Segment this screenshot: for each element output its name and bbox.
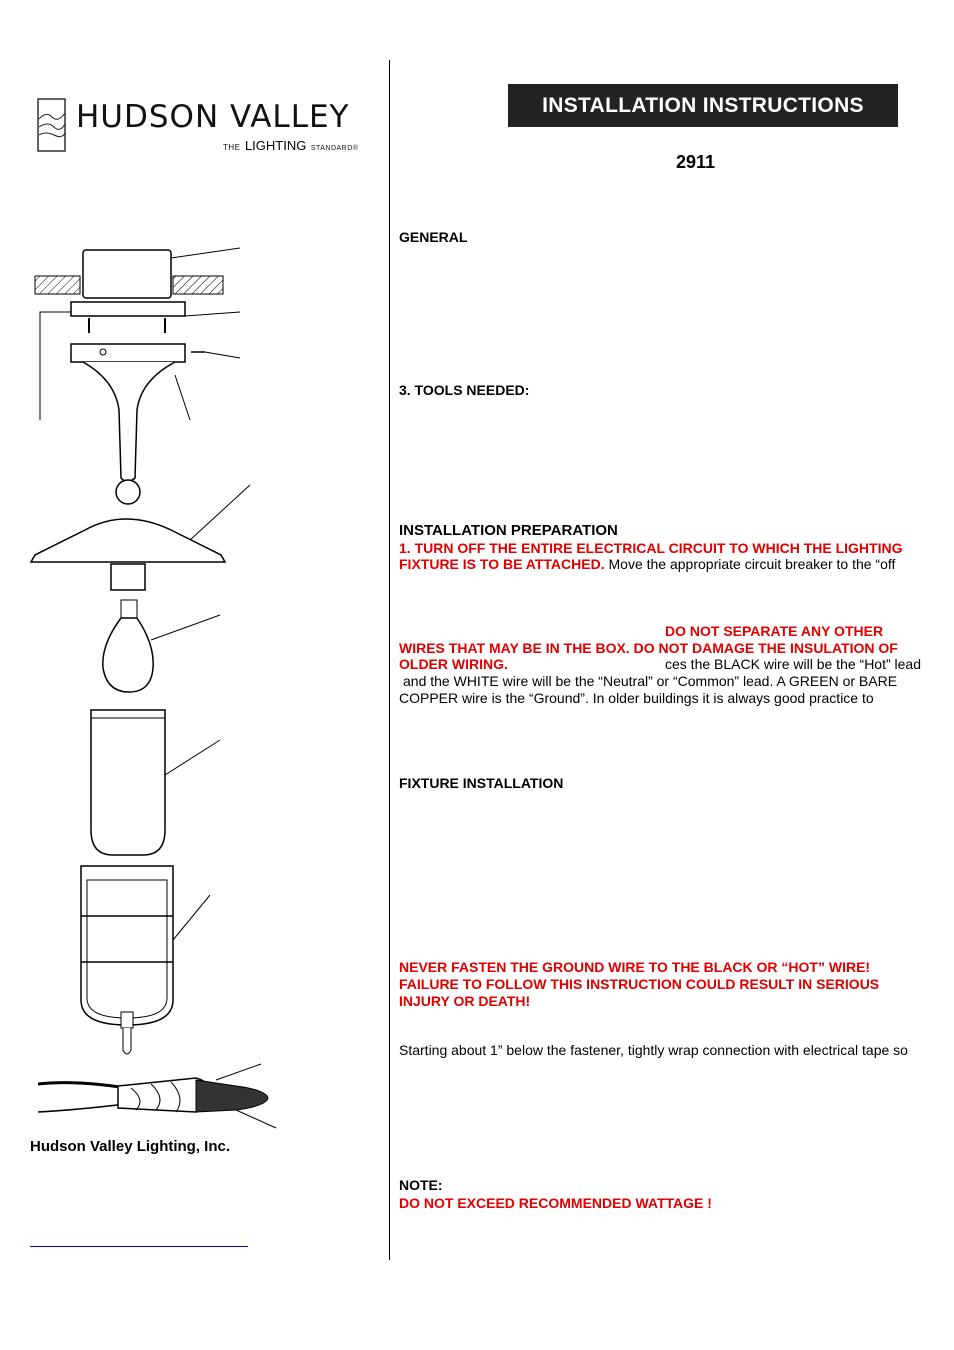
logo-brand: HUDSON VALLEY [76,99,350,135]
model-number: 2911 [676,152,716,172]
cage-guard-icon [81,866,210,1054]
fixture-exploded-diagram [25,240,285,1140]
shade-icon [31,480,250,590]
wattage-warning: DO NOT EXCEED RECOMMENDED WATTAGE ! [399,1195,712,1211]
wire-connection-diagram [36,1060,281,1130]
prep-warning-line-5: OLDER WIRING. [399,656,508,672]
canopy-icon [71,344,240,482]
prep-line-6: and the WHITE wire will be the “Neutral” or “Common” lead. A GREEN or BARE [403,673,898,689]
section-prep-heading: INSTALLATION PREPARATION [399,522,618,539]
logo-emblem-icon [36,97,68,153]
logo-tagline: THE LIGHTING STANDARD® [223,138,359,153]
tape-wrap-instruction: Starting about 1” below the fastener, tightly wrap connection with electrical tape so [399,1042,908,1058]
prep-warning-line-4: WIRES THAT MAY BE IN THE BOX. DO NOT DAMAGE THE INSULATION OF [399,640,898,656]
company-link-underline[interactable] [30,1246,248,1247]
prep-line-5: ces the BLACK wire will be the “Hot” lead [665,656,921,672]
note-heading: NOTE: [399,1177,443,1193]
bulb-icon [103,600,220,692]
wire-tape-icon [38,1064,276,1128]
page-title: INSTALLATION INSTRUCTIONS [508,84,898,127]
prep-warning-line-1: 1. TURN OFF THE ENTIRE ELECTRICAL CIRCUIT TO WHICH THE LIGHTING [399,540,903,556]
prep-line-2: FIXTURE IS TO BE ATTACHED. Move the appropriate circuit breaker to the “off [399,556,896,572]
prep-warning-line-3: DO NOT SEPARATE ANY OTHER [665,623,884,639]
section-tools-heading: 3. TOOLS NEEDED: [399,382,530,398]
section-fixture-heading: FIXTURE INSTALLATION [399,775,564,791]
company-name: Hudson Valley Lighting, Inc. [30,1138,231,1155]
ground-warning-line-1: NEVER FASTEN THE GROUND WIRE TO THE BLACK OR “HOT” WIRE! [399,959,871,975]
ground-warning-line-2: FAILURE TO FOLLOW THIS INSTRUCTION COULD RESULT IN SERIOUS [399,976,880,992]
logo [36,95,376,155]
prep-line-7: COPPER wire is the “Ground”. In older buildings it is always good practice to [399,690,874,706]
ground-warning-line-3: INJURY OR DEATH! [399,993,531,1009]
glass-globe-icon [91,710,220,855]
column-divider [389,60,390,1260]
section-general-heading: GENERAL [399,229,468,245]
